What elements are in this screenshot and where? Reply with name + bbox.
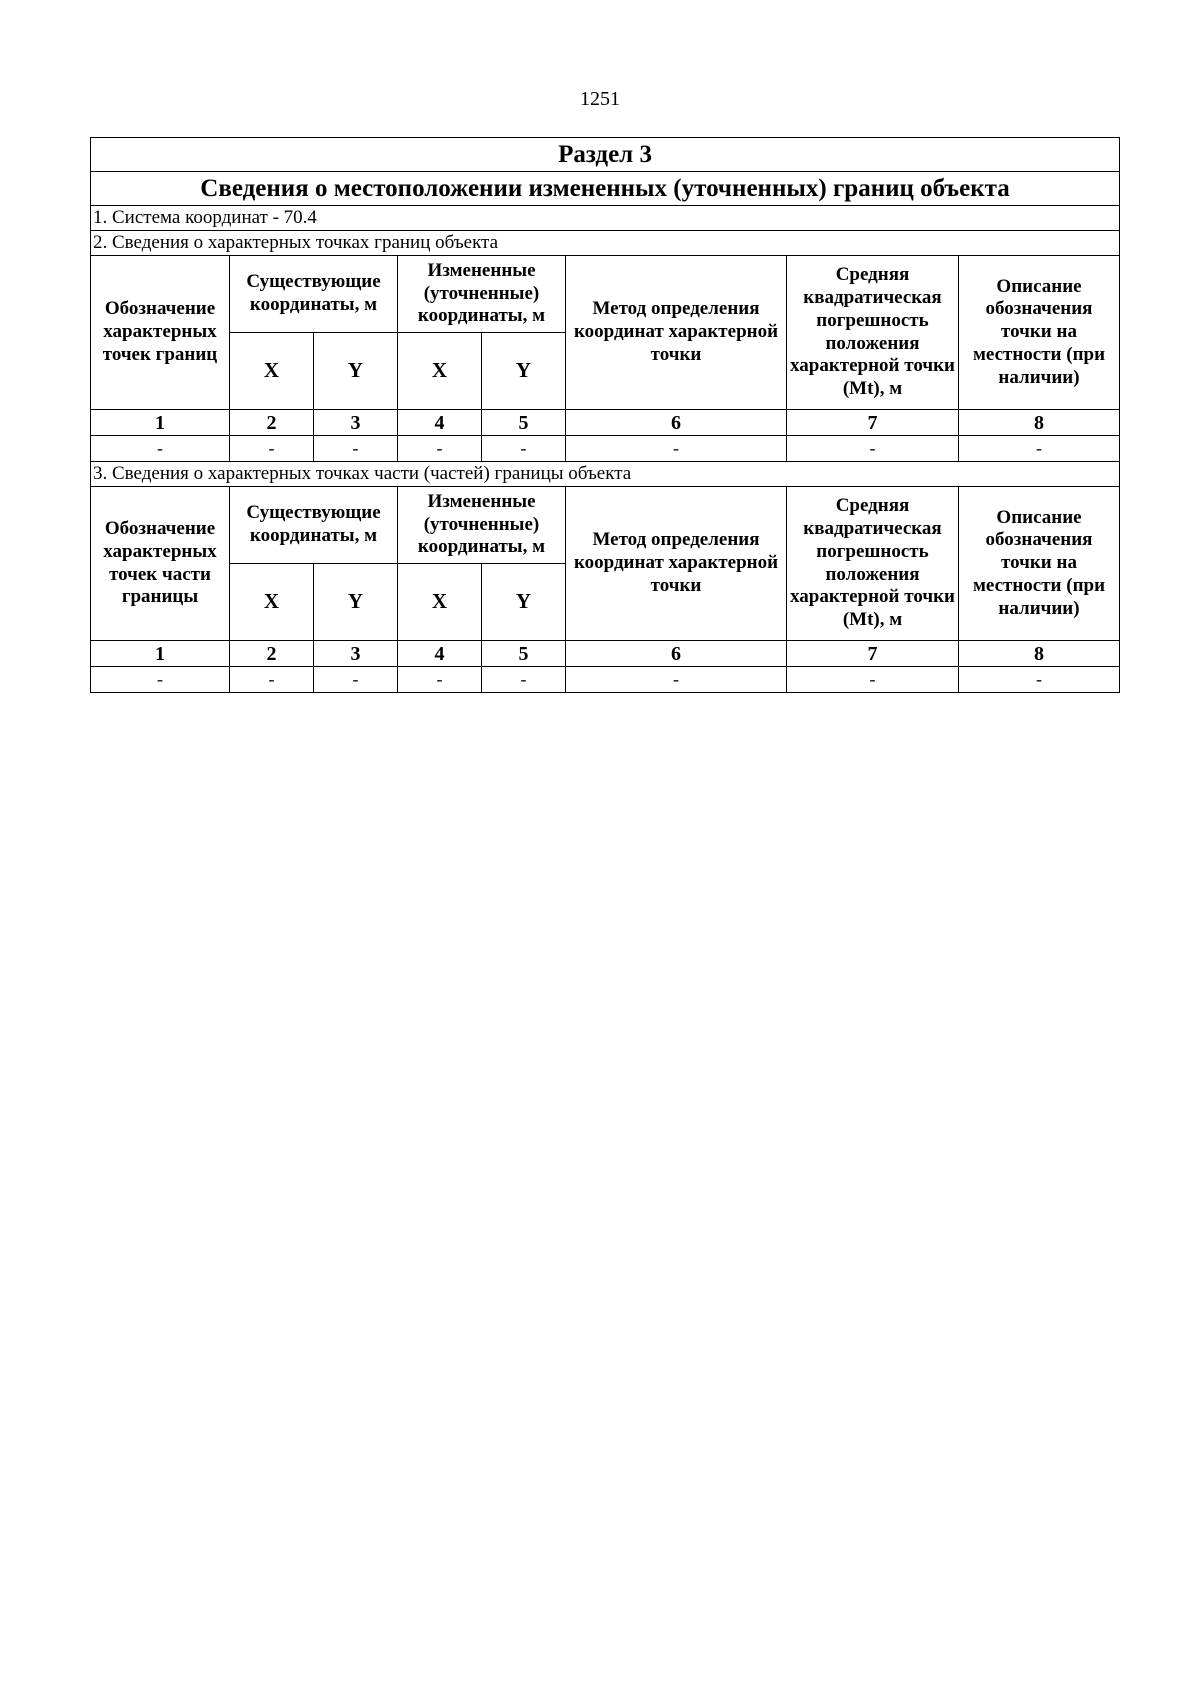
block2-y-changed: Y: [482, 564, 566, 641]
block2-col-existing: Существующие координаты, м: [230, 487, 398, 564]
table-cell: -: [482, 436, 566, 462]
table-cell: -: [566, 436, 787, 462]
column-number: 8: [959, 641, 1120, 667]
column-number: 4: [398, 410, 482, 436]
coordinate-system: 1. Система координат - 70.4: [91, 206, 1120, 231]
table-cell: -: [787, 667, 959, 693]
table-cell: -: [959, 436, 1120, 462]
block2-col-designation: Обозначение характерных точек части границы: [91, 487, 230, 641]
block2-x-changed: X: [398, 564, 482, 641]
table-row: [91, 667, 1120, 693]
column-number: 1: [91, 641, 230, 667]
column-number: 3: [314, 641, 398, 667]
section-table: [90, 137, 1120, 693]
block2-col-method: Метод определения координат характерной точки: [566, 487, 787, 641]
block1-heading: 2. Сведения о характерных точках границ объекта: [91, 231, 1120, 256]
table-cell: -: [91, 667, 230, 693]
block2-col-description: Описание обозначения точки на местности (при наличии): [959, 487, 1120, 641]
table-cell: -: [787, 436, 959, 462]
column-number: 5: [482, 641, 566, 667]
column-number: 6: [566, 410, 787, 436]
table-cell: -: [314, 667, 398, 693]
block1-y-changed: Y: [482, 333, 566, 410]
table-cell: -: [230, 667, 314, 693]
column-number: 2: [230, 410, 314, 436]
block2-col-error: Средняя квадратическая погрешность положения характерной точки (Mt), м: [787, 487, 959, 641]
block1-col-error: Средняя квадратическая погрешность положения характерной точки (Mt), м: [787, 256, 959, 410]
table-cell: -: [482, 667, 566, 693]
block1-x-changed: X: [398, 333, 482, 410]
table-cell: -: [959, 667, 1120, 693]
block1-col-existing: Существующие координаты, м: [230, 256, 398, 333]
table-cell: -: [91, 436, 230, 462]
column-number: 1: [91, 410, 230, 436]
section-subtitle: Сведения о местоположении измененных (уточненных) границ объекта: [91, 172, 1120, 206]
table-row: [91, 436, 1120, 462]
table-cell: -: [398, 667, 482, 693]
table-cell: -: [314, 436, 398, 462]
column-number: 8: [959, 410, 1120, 436]
block1-col-changed: Измененные (уточненные) координаты, м: [398, 256, 566, 333]
block1-col-method: Метод определения координат характерной точки: [566, 256, 787, 410]
table-cell: -: [398, 436, 482, 462]
table-cell: -: [566, 667, 787, 693]
block2-y-existing: Y: [314, 564, 398, 641]
block1-x-existing: X: [230, 333, 314, 410]
column-number: 3: [314, 410, 398, 436]
column-number: 6: [566, 641, 787, 667]
column-number: 4: [398, 641, 482, 667]
block2-x-existing: X: [230, 564, 314, 641]
column-number: 2: [230, 641, 314, 667]
block1-y-existing: Y: [314, 333, 398, 410]
block1-col-description: Описание обозначения точки на местности (при наличии): [959, 256, 1120, 410]
block2-heading: 3. Сведения о характерных точках части (частей) границы объекта: [91, 462, 1120, 487]
column-number: 5: [482, 410, 566, 436]
table-cell: -: [230, 436, 314, 462]
block1-col-designation: Обозначение характерных точек границ: [91, 256, 230, 410]
block1-numbers-row: [91, 410, 1120, 436]
column-number: 7: [787, 410, 959, 436]
page-number: 1251: [580, 88, 620, 110]
block2-numbers-row: [91, 641, 1120, 667]
column-number: 7: [787, 641, 959, 667]
block2-col-changed: Измененные (уточненные) координаты, м: [398, 487, 566, 564]
section-title: Раздел 3: [91, 138, 1120, 172]
